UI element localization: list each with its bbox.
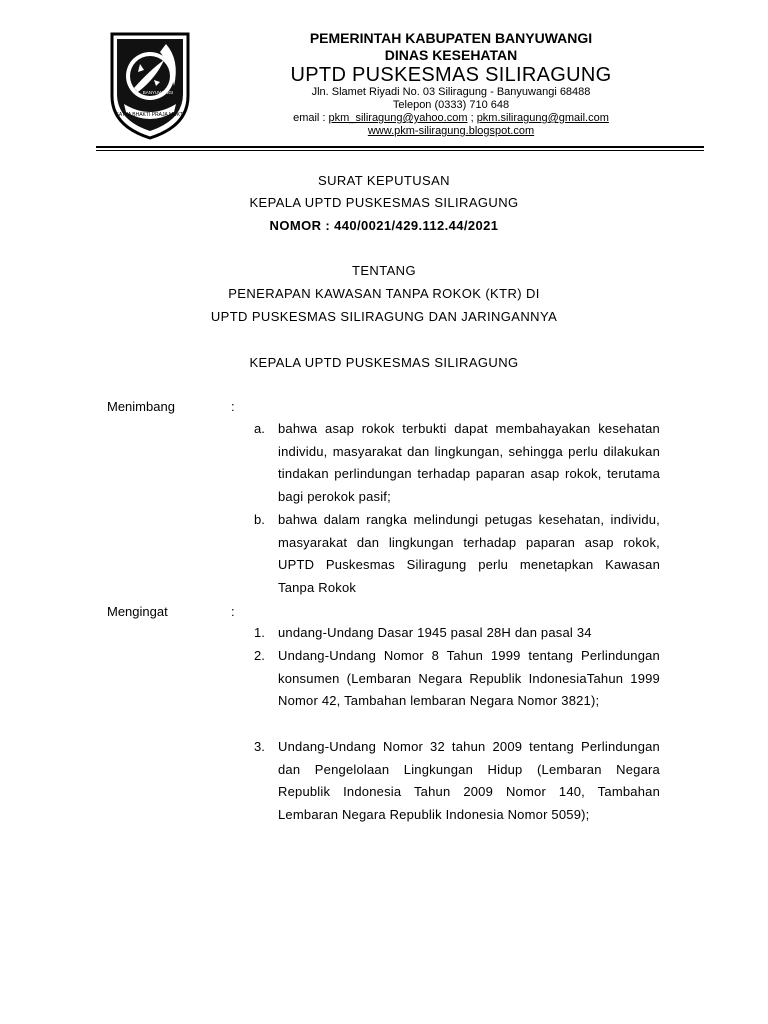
letterhead-institution: UPTD PUSKESMAS SILIRAGUNG [290,64,612,86]
menimbang-item [254,418,660,508]
letterhead-department: DINAS KESEHATAN [384,47,518,63]
item-number: 2. [254,648,265,663]
item-text: Undang-Undang Nomor 8 Tahun 1999 tentang Perlindungan konsumen (Lembaran Negara Republik IndonesiaTahun 1999 Nomor 42, Tambahan lembaran Negara Nomor 3821); [278,648,660,708]
menimbang-colon: : [231,399,235,414]
doc-issuer: KEPALA UPTD PUSKESMAS SILIRAGUNG [249,195,519,210]
mengingat-item [254,736,660,826]
item-number: a. [254,421,265,436]
banyuwangi-emblem-logo [104,30,196,142]
letterhead-address: Jln. Slamet Riyadi No. 03 Siliragung - Banyuwangi 68488 [311,86,591,98]
mengingat-colon: : [231,604,235,619]
menimbang-item [254,509,660,599]
doc-title: SURAT KEPUTUSAN [318,173,450,188]
letterhead [226,30,676,138]
doc-about-label: TENTANG [352,263,416,278]
mengingat-label: Mengingat [107,604,168,619]
emblem-name-text: BANYUWANGI [142,90,174,95]
item-number: b. [254,512,265,527]
letterhead-rule-thin [96,150,704,151]
letterhead-email-line [226,112,676,125]
letterhead-government: PEMERINTAH KABUPATEN BANYUWANGI [309,30,593,46]
emblem-motto-text: SATYA BHAKTI PRAJA MUKTI [115,112,185,118]
item-text: bahwa dalam rangka melindungi petugas kesehatan, individu, masyarakat dan lingkungan terhadap paparan asap rokok, UPTD Puskesmas Siliragung perlu menetapkan Kawasan Tanpa Rokok [278,512,660,595]
doc-subject-line2: UPTD PUSKESMAS SILIRAGUNG DAN JARINGANNYA [210,309,558,324]
doc-number: NOMOR : 440/0021/429.112.44/2021 [269,218,499,233]
mengingat-item [254,622,660,645]
doc-official-heading: KEPALA UPTD PUSKESMAS SILIRAGUNG [249,355,519,370]
letterhead-rule-thick [96,146,704,148]
item-text: bahwa asap rokok terbukti dapat membahayakan kesehatan individu, masyarakat dan lingkungan, sehingga perlu dilakukan tindakan perlindungan terhadap paparan asap rokok, terutama bagi perokok pasif; [278,421,660,504]
doc-subject-line1: PENERAPAN KAWASAN TANPA ROKOK (KTR) DI [228,286,540,301]
letterhead-phone: Telepon (0333) 710 648 [392,99,510,111]
email-link-yahoo[interactable]: pkm_siliragung@yahoo.com [328,112,468,124]
item-number: 1. [254,625,265,640]
email-link-gmail[interactable]: pkm.siliragung@gmail.com [476,112,609,124]
email-label: email : [293,112,329,124]
menimbang-label: Menimbang [107,399,175,414]
email-separator: ; [467,112,477,124]
mengingat-item [254,645,660,713]
item-number: 3. [254,739,265,754]
website-link[interactable]: www.pkm-siliragung.blogspot.com [367,125,535,137]
item-text: Undang-Undang Nomor 32 tahun 2009 tentang Perlindungan dan Pengelolaan Lingkungan Hidup (Lembaran Negara Republik Indonesia Tahun 2009 Nomor 140, Tambahan Lembaran Negara Republik Indonesia Nomor 5059); [278,739,660,822]
item-text: undang-Undang Dasar 1945 pasal 28H dan pasal 34 [278,625,592,640]
